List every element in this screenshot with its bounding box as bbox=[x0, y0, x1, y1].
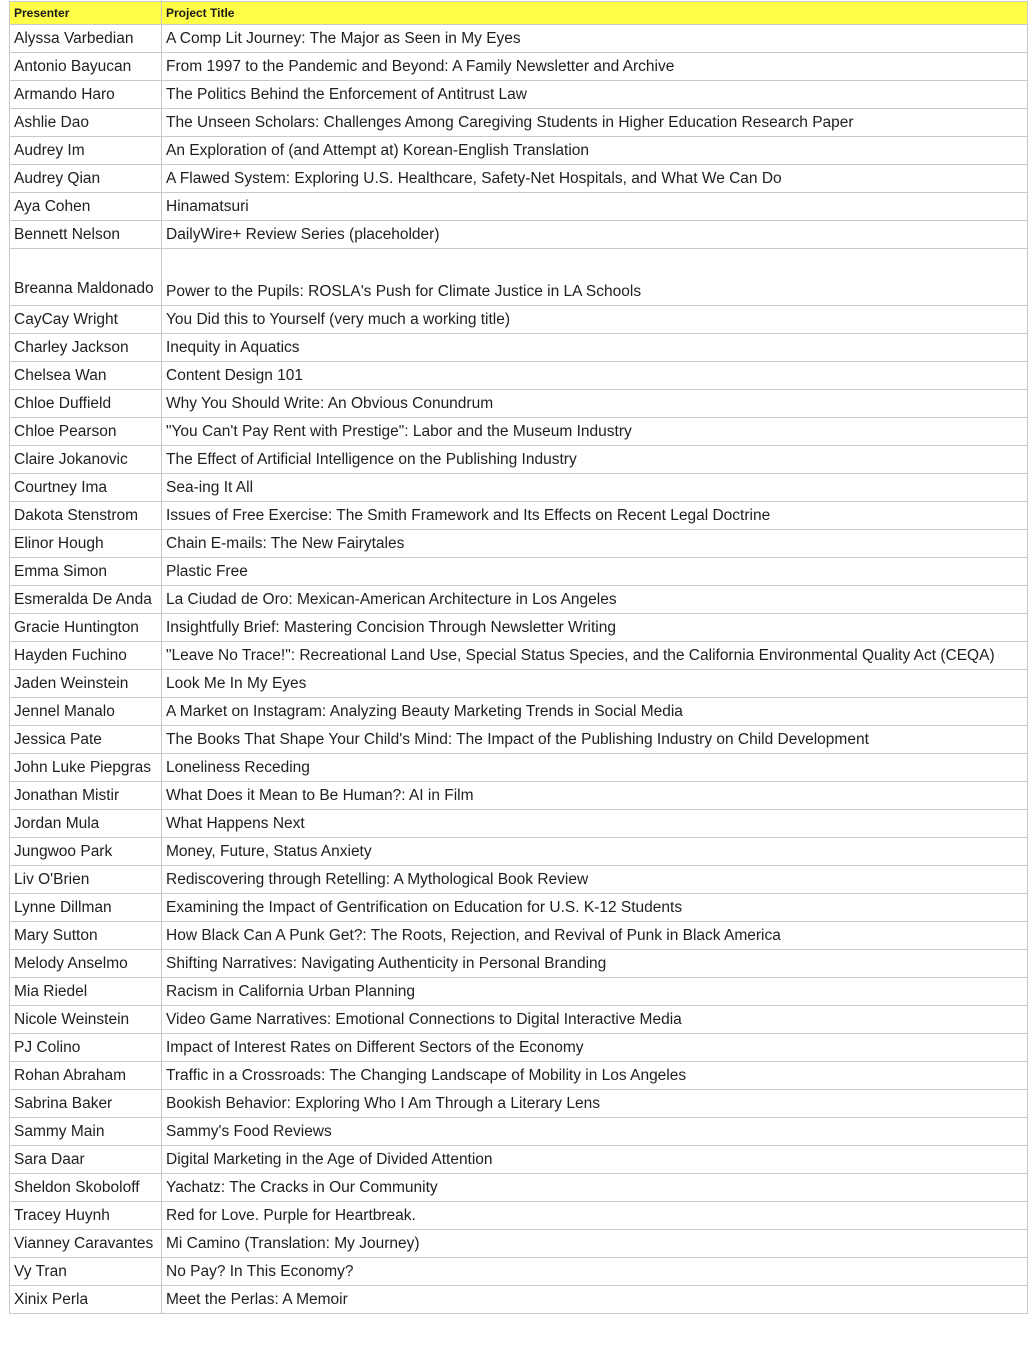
presenter-cell[interactable]: Rohan Abraham bbox=[10, 1062, 162, 1090]
project-title-cell[interactable]: Video Game Narratives: Emotional Connections to Digital Interactive Media bbox=[162, 1006, 1028, 1034]
table-row bbox=[10, 1258, 1028, 1286]
presenter-cell[interactable]: Sabrina Baker bbox=[10, 1090, 162, 1118]
table-row bbox=[10, 1034, 1028, 1062]
presenter-cell[interactable]: Audrey Qian bbox=[10, 165, 162, 193]
table-row bbox=[10, 193, 1028, 221]
project-title-cell[interactable]: No Pay? In This Economy? bbox=[162, 1258, 1028, 1286]
table-row bbox=[10, 1230, 1028, 1258]
table-row bbox=[10, 1202, 1028, 1230]
table-row bbox=[10, 1174, 1028, 1202]
table-row bbox=[10, 306, 1028, 334]
table-row bbox=[10, 446, 1028, 474]
table-row bbox=[10, 137, 1028, 165]
project-title-cell[interactable]: What Happens Next bbox=[162, 810, 1028, 838]
presenter-cell[interactable]: Courtney Ima bbox=[10, 474, 162, 502]
table-header-row bbox=[10, 2, 1028, 25]
project-title-cell[interactable]: Issues of Free Exercise: The Smith Framework and Its Effects on Recent Legal Doctrine bbox=[162, 502, 1028, 530]
presenter-cell[interactable]: Sheldon Skoboloff bbox=[10, 1174, 162, 1202]
project-title-cell[interactable]: Look Me In My Eyes bbox=[162, 670, 1028, 698]
table-row bbox=[10, 53, 1028, 81]
project-title-cell[interactable]: Hinamatsuri bbox=[162, 193, 1028, 221]
project-title-cell[interactable]: Insightfully Brief: Mastering Concision Through Newsletter Writing bbox=[162, 614, 1028, 642]
presenter-cell[interactable]: Emma Simon bbox=[10, 558, 162, 586]
project-title-cell[interactable]: Digital Marketing in the Age of Divided Attention bbox=[162, 1146, 1028, 1174]
project-title-cell[interactable]: How Black Can A Punk Get?: The Roots, Rejection, and Revival of Punk in Black America bbox=[162, 922, 1028, 950]
presenter-cell[interactable]: Mary Sutton bbox=[10, 922, 162, 950]
project-title-cell[interactable]: The Effect of Artificial Intelligence on the Publishing Industry bbox=[162, 446, 1028, 474]
presenter-cell[interactable]: Elinor Hough bbox=[10, 530, 162, 558]
project-title-cell[interactable]: Meet the Perlas: A Memoir bbox=[162, 1286, 1028, 1314]
table-row bbox=[10, 838, 1028, 866]
presenter-cell[interactable]: Liv O'Brien bbox=[10, 866, 162, 894]
presenter-cell[interactable]: Chelsea Wan bbox=[10, 362, 162, 390]
table-row bbox=[10, 474, 1028, 502]
presenter-cell[interactable]: Jordan Mula bbox=[10, 810, 162, 838]
table-row bbox=[10, 165, 1028, 193]
table-row bbox=[10, 530, 1028, 558]
project-title-cell[interactable]: What Does it Mean to Be Human?: AI in Film bbox=[162, 782, 1028, 810]
table-row bbox=[10, 642, 1028, 670]
project-title-cell[interactable]: Sammy's Food Reviews bbox=[162, 1118, 1028, 1146]
table-row bbox=[10, 1146, 1028, 1174]
project-title-cell[interactable]: Yachatz: The Cracks in Our Community bbox=[162, 1174, 1028, 1202]
table-row bbox=[10, 1062, 1028, 1090]
table-row bbox=[10, 1118, 1028, 1146]
presenter-cell[interactable]: Vianney Caravantes bbox=[10, 1230, 162, 1258]
table-row bbox=[10, 614, 1028, 642]
project-title-cell[interactable]: Content Design 101 bbox=[162, 362, 1028, 390]
presenter-table bbox=[9, 1, 1028, 1314]
presenter-cell[interactable]: Sara Daar bbox=[10, 1146, 162, 1174]
table-row bbox=[10, 978, 1028, 1006]
project-title-cell[interactable]: From 1997 to the Pandemic and Beyond: A Family Newsletter and Archive bbox=[162, 53, 1028, 81]
table-row bbox=[10, 922, 1028, 950]
table-row bbox=[10, 670, 1028, 698]
presenter-cell[interactable]: Aya Cohen bbox=[10, 193, 162, 221]
presenter-table-container bbox=[9, 1, 1027, 1314]
project-title-cell[interactable]: The Unseen Scholars: Challenges Among Caregiving Students in Higher Education Research Paper bbox=[162, 109, 1028, 137]
table-row bbox=[10, 1286, 1028, 1314]
table-row bbox=[10, 782, 1028, 810]
project-title-cell[interactable]: Rediscovering through Retelling: A Mythological Book Review bbox=[162, 866, 1028, 894]
presenter-cell[interactable]: Jungwoo Park bbox=[10, 838, 162, 866]
table-row bbox=[10, 221, 1028, 249]
project-title-cell[interactable]: Plastic Free bbox=[162, 558, 1028, 586]
table-row bbox=[10, 586, 1028, 614]
project-title-cell[interactable]: You Did this to Yourself (very much a working title) bbox=[162, 306, 1028, 334]
project-title-cell[interactable]: La Ciudad de Oro: Mexican-American Architecture in Los Angeles bbox=[162, 586, 1028, 614]
project-title-cell[interactable]: Racism in California Urban Planning bbox=[162, 978, 1028, 1006]
project-title-cell[interactable]: The Books That Shape Your Child's Mind: The Impact of the Publishing Industry on Child Development bbox=[162, 726, 1028, 754]
presenter-cell[interactable]: Chloe Pearson bbox=[10, 418, 162, 446]
table-body bbox=[10, 25, 1028, 1314]
presenter-cell[interactable]: Sammy Main bbox=[10, 1118, 162, 1146]
table-row bbox=[10, 81, 1028, 109]
presenter-cell[interactable]: Chloe Duffield bbox=[10, 390, 162, 418]
table-row bbox=[10, 390, 1028, 418]
table-row bbox=[10, 1006, 1028, 1034]
presenter-cell[interactable]: Jonathan Mistir bbox=[10, 782, 162, 810]
presenter-cell[interactable]: Vy Tran bbox=[10, 1258, 162, 1286]
table-row bbox=[10, 950, 1028, 978]
project-title-cell[interactable]: An Exploration of (and Attempt at) Korean-English Translation bbox=[162, 137, 1028, 165]
presenter-cell[interactable]: Nicole Weinstein bbox=[10, 1006, 162, 1034]
table-row bbox=[10, 810, 1028, 838]
table-row bbox=[10, 726, 1028, 754]
table-row bbox=[10, 502, 1028, 530]
project-title-cell[interactable]: A Market on Instagram: Analyzing Beauty Marketing Trends in Social Media bbox=[162, 698, 1028, 726]
table-row bbox=[10, 362, 1028, 390]
project-title-cell[interactable]: Chain E-mails: The New Fairytales bbox=[162, 530, 1028, 558]
project-title-cell[interactable]: The Politics Behind the Enforcement of Antitrust Law bbox=[162, 81, 1028, 109]
presenter-cell[interactable]: Hayden Fuchino bbox=[10, 642, 162, 670]
table-row bbox=[10, 418, 1028, 446]
presenter-cell[interactable]: Esmeralda De Anda bbox=[10, 586, 162, 614]
table-row bbox=[10, 109, 1028, 137]
project-title-cell[interactable]: "Leave No Trace!": Recreational Land Use, Special Status Species, and the California Environmental Quality Act (CEQA) bbox=[162, 642, 1028, 670]
table-row bbox=[10, 1090, 1028, 1118]
table-row bbox=[10, 249, 1028, 306]
presenter-cell[interactable]: PJ Colino bbox=[10, 1034, 162, 1062]
presenter-cell[interactable]: Alyssa Varbedian bbox=[10, 25, 162, 53]
project-title-cell[interactable]: A Comp Lit Journey: The Major as Seen in My Eyes bbox=[162, 25, 1028, 53]
presenter-cell[interactable]: Jaden Weinstein bbox=[10, 670, 162, 698]
project-title-cell[interactable]: Traffic in a Crossroads: The Changing Landscape of Mobility in Los Angeles bbox=[162, 1062, 1028, 1090]
presenter-cell[interactable]: Xinix Perla bbox=[10, 1286, 162, 1314]
project-title-cell[interactable]: A Flawed System: Exploring U.S. Healthcare, Safety-Net Hospitals, and What We Can Do bbox=[162, 165, 1028, 193]
presenter-cell[interactable]: John Luke Piepgras bbox=[10, 754, 162, 782]
presenter-cell[interactable]: Claire Jokanovic bbox=[10, 446, 162, 474]
presenter-cell[interactable]: Breanna Maldonado bbox=[10, 249, 162, 306]
header-project-title[interactable]: Project Title bbox=[162, 2, 1028, 25]
presenter-cell[interactable]: Lynne Dillman bbox=[10, 894, 162, 922]
project-title-cell[interactable]: Inequity in Aquatics bbox=[162, 334, 1028, 362]
project-title-cell[interactable]: Shifting Narratives: Navigating Authenticity in Personal Branding bbox=[162, 950, 1028, 978]
project-title-cell[interactable]: Impact of Interest Rates on Different Sectors of the Economy bbox=[162, 1034, 1028, 1062]
table-row bbox=[10, 698, 1028, 726]
project-title-cell[interactable]: Red for Love. Purple for Heartbreak. bbox=[162, 1202, 1028, 1230]
table-row bbox=[10, 754, 1028, 782]
project-title-cell[interactable]: Bookish Behavior: Exploring Who I Am Through a Literary Lens bbox=[162, 1090, 1028, 1118]
project-title-cell[interactable]: Examining the Impact of Gentrification on Education for U.S. K-12 Students bbox=[162, 894, 1028, 922]
presenter-cell[interactable]: CayCay Wright bbox=[10, 306, 162, 334]
project-title-cell[interactable]: DailyWire+ Review Series (placeholder) bbox=[162, 221, 1028, 249]
table-row bbox=[10, 558, 1028, 586]
presenter-cell[interactable]: Audrey Im bbox=[10, 137, 162, 165]
project-title-cell[interactable]: Money, Future, Status Anxiety bbox=[162, 838, 1028, 866]
project-title-cell[interactable]: Sea-ing It All bbox=[162, 474, 1028, 502]
presenter-cell[interactable]: Gracie Huntington bbox=[10, 614, 162, 642]
project-title-cell[interactable]: "You Can't Pay Rent with Prestige": Labor and the Museum Industry bbox=[162, 418, 1028, 446]
table-row bbox=[10, 866, 1028, 894]
presenter-cell[interactable]: Jennel Manalo bbox=[10, 698, 162, 726]
project-title-cell[interactable]: Power to the Pupils: ROSLA's Push for Climate Justice in LA Schools bbox=[162, 249, 1028, 306]
presenter-cell[interactable]: Ashlie Dao bbox=[10, 109, 162, 137]
header-presenter[interactable]: Presenter bbox=[10, 2, 162, 25]
presenter-cell[interactable]: Mia Riedel bbox=[10, 978, 162, 1006]
project-title-cell[interactable]: Mi Camino (Translation: My Journey) bbox=[162, 1230, 1028, 1258]
presenter-cell[interactable]: Bennett Nelson bbox=[10, 221, 162, 249]
project-title-cell[interactable]: Loneliness Receding bbox=[162, 754, 1028, 782]
presenter-cell[interactable]: Tracey Huynh bbox=[10, 1202, 162, 1230]
project-title-cell[interactable]: Why You Should Write: An Obvious Conundrum bbox=[162, 390, 1028, 418]
presenter-cell[interactable]: Dakota Stenstrom bbox=[10, 502, 162, 530]
table-row bbox=[10, 894, 1028, 922]
presenter-cell[interactable]: Jessica Pate bbox=[10, 726, 162, 754]
presenter-cell[interactable]: Melody Anselmo bbox=[10, 950, 162, 978]
presenter-cell[interactable]: Antonio Bayucan bbox=[10, 53, 162, 81]
presenter-cell[interactable]: Armando Haro bbox=[10, 81, 162, 109]
table-row bbox=[10, 334, 1028, 362]
table-row bbox=[10, 25, 1028, 53]
presenter-cell[interactable]: Charley Jackson bbox=[10, 334, 162, 362]
